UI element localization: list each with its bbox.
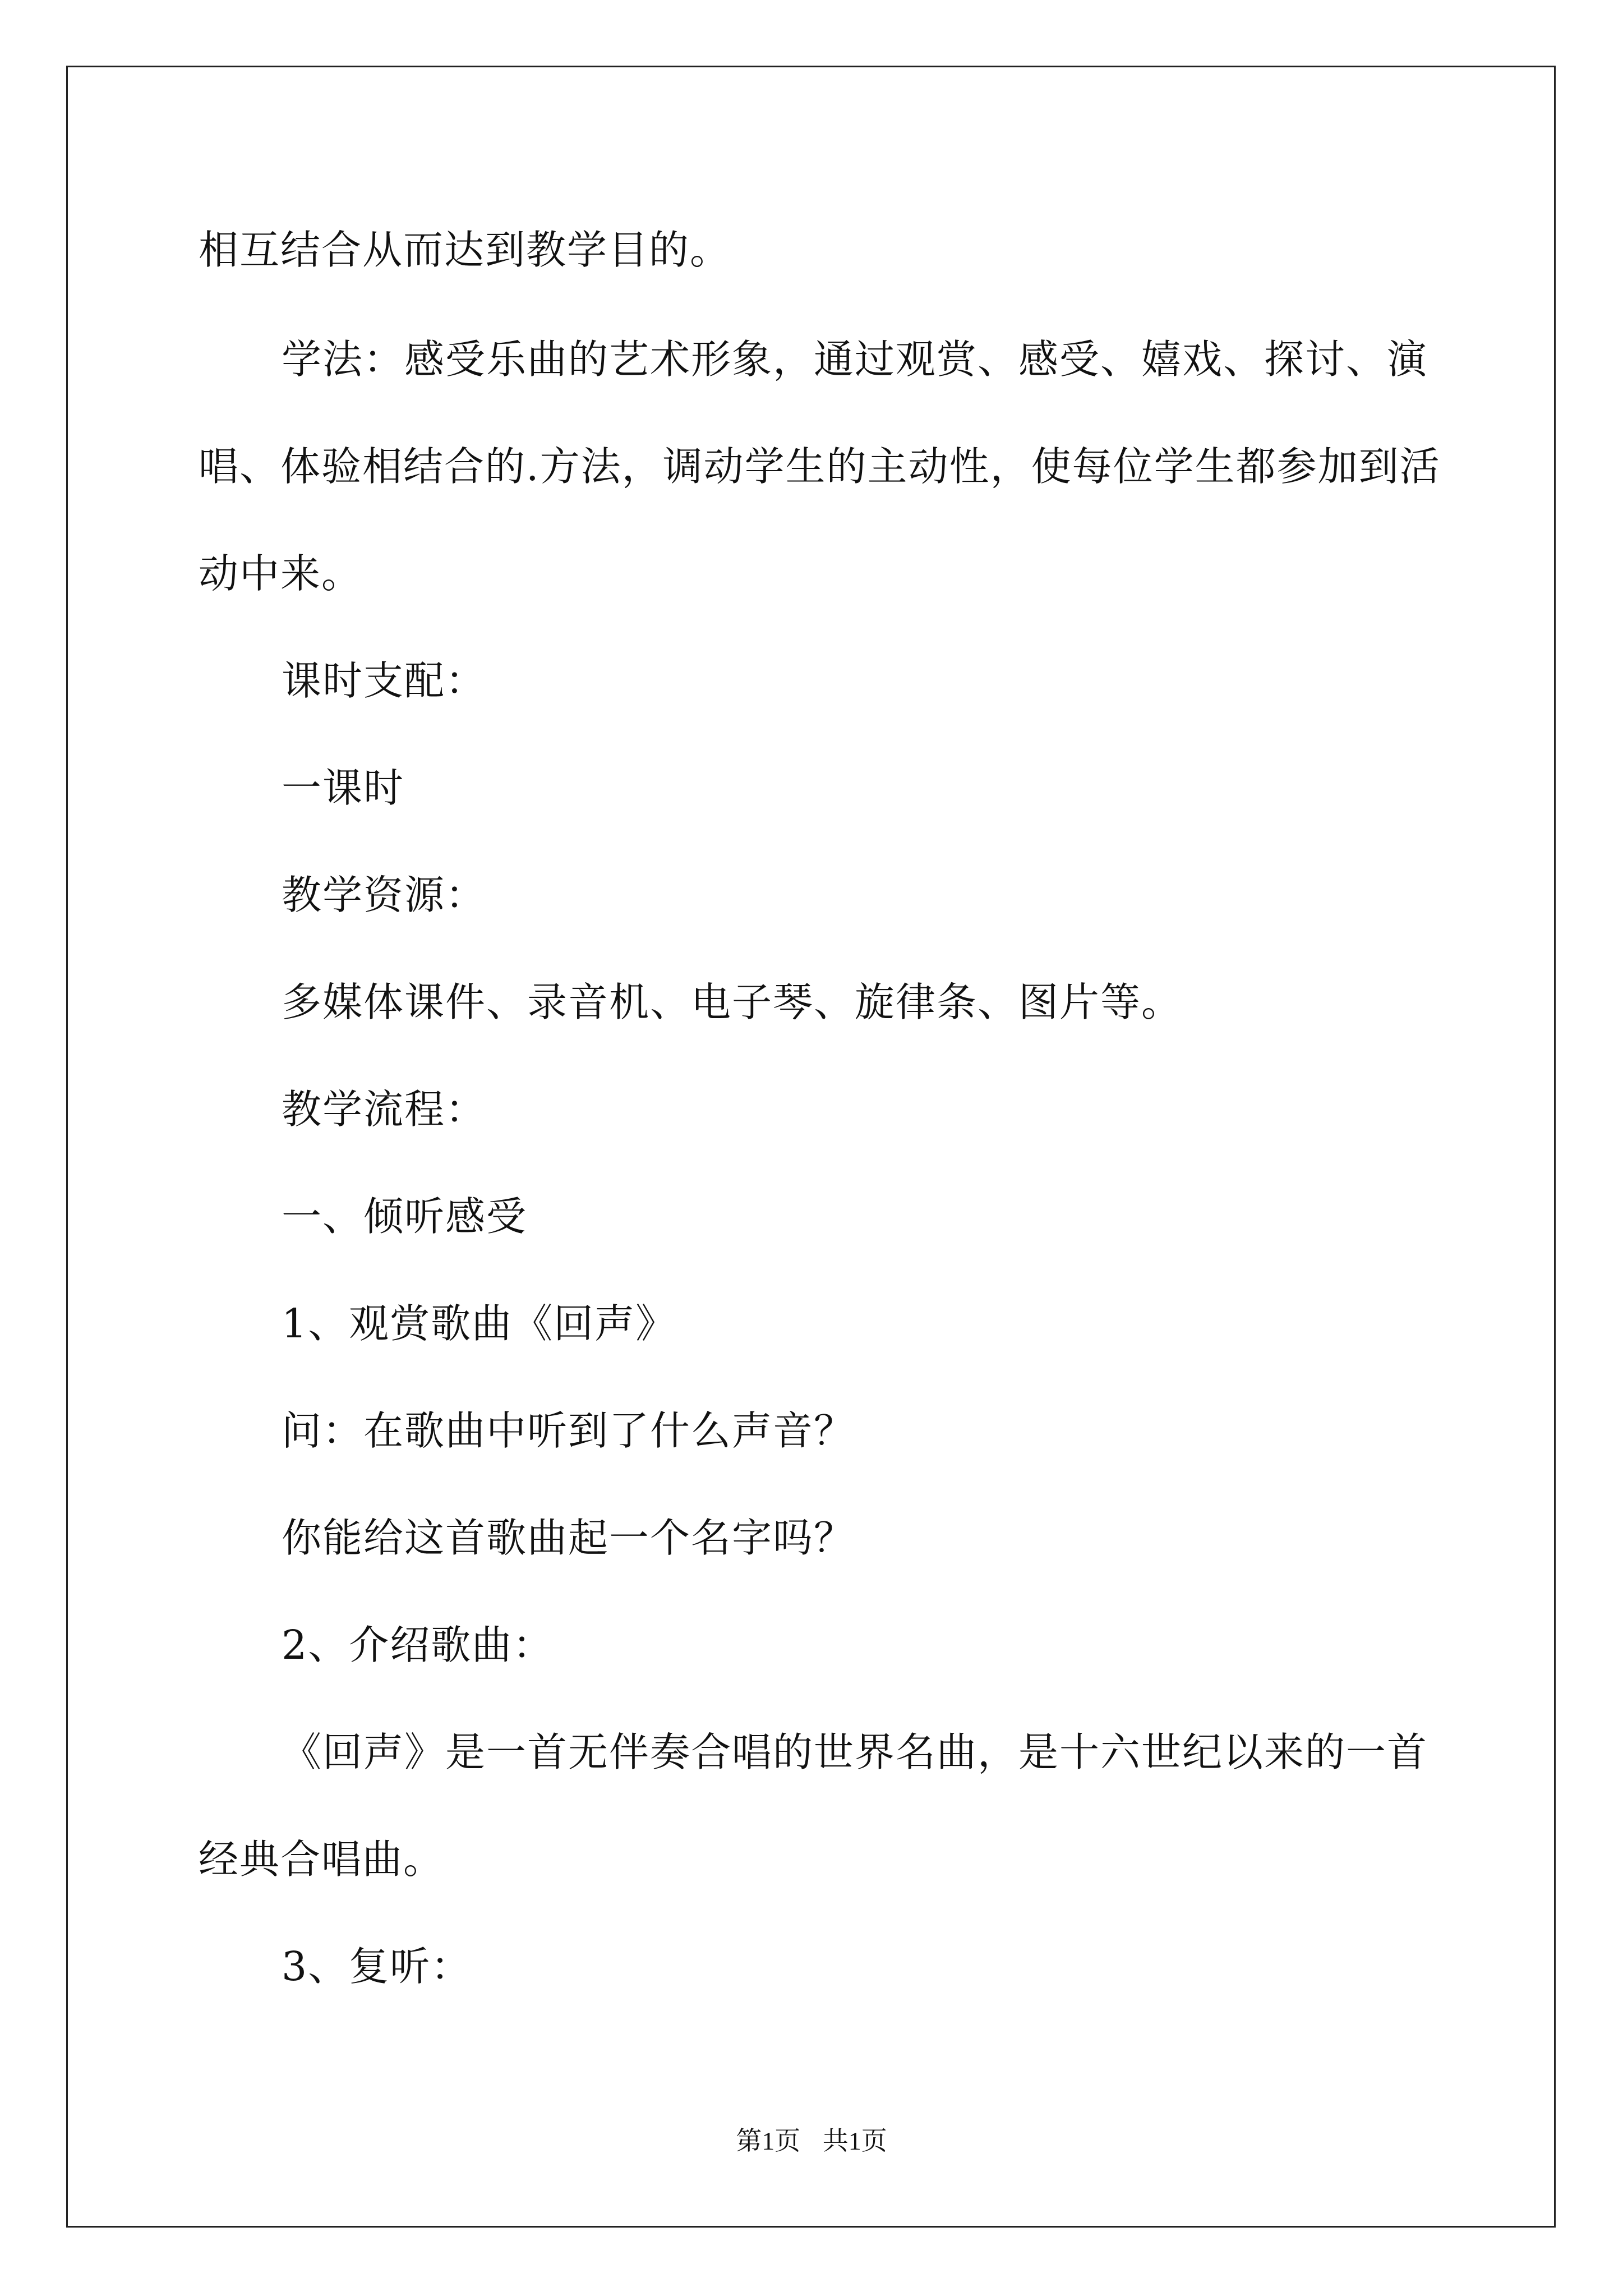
- paragraph-line: 2、介绍歌曲：: [282, 1622, 554, 1668]
- paragraph-line: 学法：感受乐曲的艺术形象，通过观赏、感受、嬉戏、探讨、演: [282, 336, 1428, 383]
- paragraph-line: 相互结合从而达到教学目的。: [199, 227, 731, 273]
- paragraph-line: 多媒体课件、录音机、电子琴、旋律条、图片等。: [282, 979, 1183, 1025]
- paragraph-line: 经典合唱曲。: [199, 1836, 445, 1883]
- paragraph-line: 教学流程：: [282, 1086, 487, 1133]
- paragraph-line: 动中来。: [199, 550, 363, 597]
- paragraph-line: 一、倾听感受: [282, 1193, 528, 1240]
- page-border: [66, 66, 1556, 2228]
- paragraph-line: 课时支配：: [282, 657, 487, 704]
- paragraph-line: 唱、体验相结合的.方法，调动学生的主动性，使每位学生都参加到活: [199, 443, 1441, 490]
- paragraph-line: 一课时: [282, 765, 405, 811]
- page-total: 共1页: [822, 2127, 887, 2155]
- page-footer: [0, 2120, 1623, 2157]
- paragraph-line: 1、观赏歌曲《回声》: [282, 1300, 677, 1347]
- paragraph-line: 《回声》是一首无伴奏合唱的世界名曲，是十六世纪以来的一首: [282, 1729, 1428, 1775]
- paragraph-line: 教学资源：: [282, 872, 487, 918]
- page-number: 第1页: [736, 2127, 801, 2155]
- paragraph-line: 问：在歌曲中听到了什么声音？: [282, 1407, 855, 1454]
- paragraph-line: 你能给这首歌曲起一个名字吗？: [282, 1515, 855, 1561]
- paragraph-line: 3、复听：: [282, 1943, 472, 1990]
